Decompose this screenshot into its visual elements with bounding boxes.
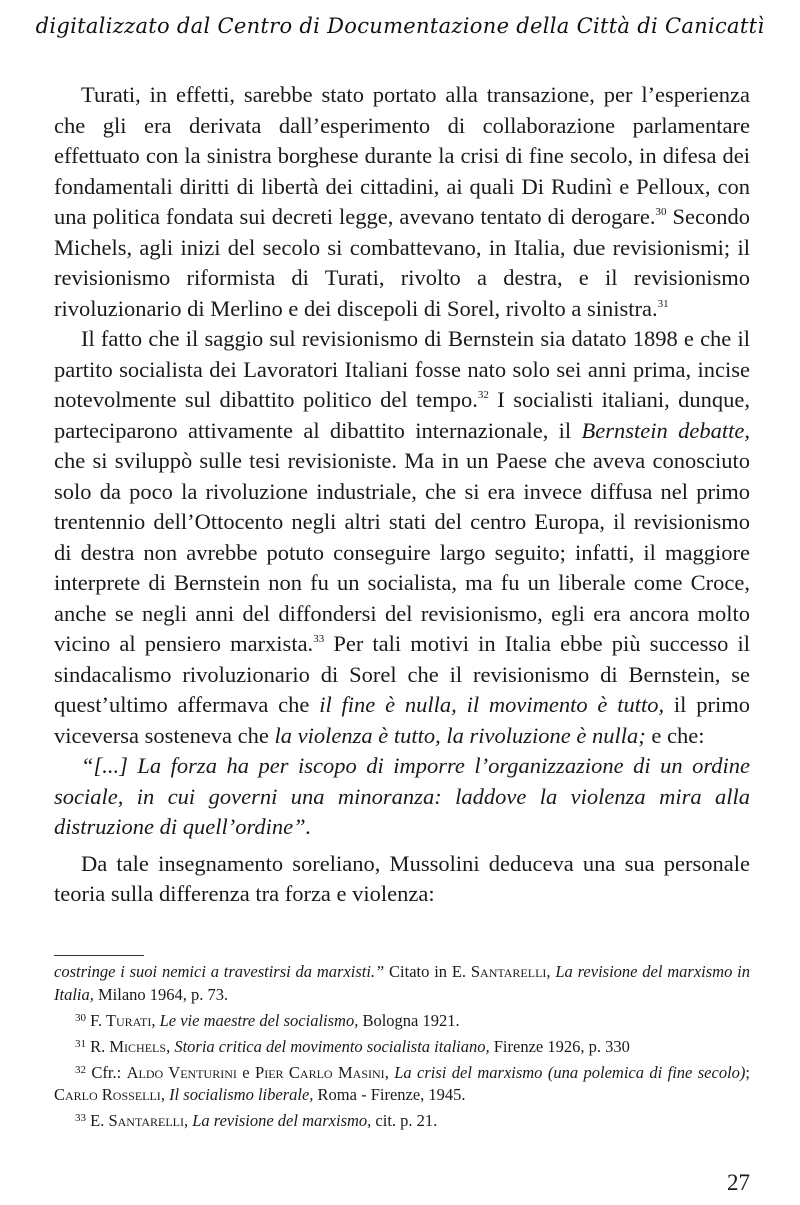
footnote-author: Aldo Venturini xyxy=(126,1062,237,1082)
paragraph-text: Turati, in effetti, sarebbe stato portato alla transazione, per l’esperienza che gli era derivata dall’esperimento di collaborazione parlamentare effettuato con la sinistra borghese durante la crisi di fine secolo, in difesa dei fondamentali diritti di libertà dei cittadini, ai quali Di Rudinì e Pelloux, con una politica fondata sui decreti legge, avevano tentato di derogare. xyxy=(54,82,750,229)
footnote-title: La crisi del marxismo (una polemica di fine secolo) xyxy=(394,1062,746,1082)
footnote-author: E. Santarelli xyxy=(86,1111,184,1130)
footnote-text: , xyxy=(166,1036,175,1056)
footnote-text: Milano 1964, p. 73. xyxy=(93,984,229,1004)
footnote-text: , xyxy=(151,1010,160,1030)
footnote-text: , xyxy=(160,1085,170,1104)
footnote-33 xyxy=(54,1110,750,1133)
digitization-watermark: digitalizzato dal Centro di Documentazione della Città di Canicattì xyxy=(35,14,765,38)
footnote-ref-31: 31 xyxy=(657,297,669,310)
paragraph-3: Da tale insegnamento soreliano, Mussolini deduceva una sua personale teoria sulla differenza tra forza e violenza: xyxy=(54,850,750,906)
footnote-text: Bologna 1921. xyxy=(358,1010,460,1030)
footnote-text: Cfr.: xyxy=(86,1062,127,1082)
footnote-title: Storia critica del movimento socialista italiano, xyxy=(174,1036,490,1056)
footnotes xyxy=(54,961,750,1136)
footnote-title: La revisione del marxismo, xyxy=(192,1111,372,1130)
block-quote: “[...] La forza ha per iscopo di imporre l’organizzazione di un ordine sociale, in cui governi una minoranza: laddove la violenza mira alla distruzione di quell’ordine”. xyxy=(54,753,750,839)
paragraph-text: Per tali motivi in Italia ebbe più successo il sindacalismo rivoluzionario di Sorel che il revisionismo di Bernstein, se quest’ultimo affermava che xyxy=(54,631,750,717)
footnote-continuation xyxy=(54,961,750,1006)
footnote-text: , xyxy=(384,1062,395,1082)
footnote-30 xyxy=(54,1010,750,1033)
footnote-text: Firenze 1926, p. 330 xyxy=(489,1036,630,1056)
footnote-ref-30: 30 xyxy=(655,206,667,218)
italic-phrase: la violenza è tutto, la rivoluzione è nulla; xyxy=(274,722,646,748)
footnote-31 xyxy=(54,1036,750,1059)
footnote-text: , xyxy=(184,1111,193,1130)
footnote-title: Le vie maestre del socialismo, xyxy=(159,1010,359,1030)
paragraph-1 xyxy=(54,80,750,324)
footnote-author: R. Michels xyxy=(86,1036,167,1056)
italic-phrase: il fine è nulla, il movimento è tutto, xyxy=(319,692,665,717)
footnote-text: ; xyxy=(745,1062,751,1082)
footnote-ref-33: 33 xyxy=(313,633,325,645)
paragraph-text: e che: xyxy=(645,722,705,748)
footnote-number: 33 xyxy=(75,1112,86,1124)
paragraph-text: il primo viceversa sosteneva che xyxy=(54,692,750,748)
paragraph-text: Secondo Michels, agli inizi del secolo si combattevano, in Italia, due revisionismi; il revisionismo riformista di Turati, rivolto a destra, e il revisionismo rivoluzionario di Merlino e dei discepoli di Sorel, rivolto a sinistra. xyxy=(54,204,750,321)
italic-phrase: Bernstein debatte, xyxy=(581,417,750,443)
footnote-number: 31 xyxy=(75,1037,86,1050)
footnote-text: Citato in E. xyxy=(384,962,471,981)
footnote-author: Pier Carlo Masini xyxy=(255,1062,385,1082)
footnote-text: cit. p. 21. xyxy=(371,1111,438,1130)
footnote-ref-32: 32 xyxy=(477,389,489,401)
footnote-author: F. Turati xyxy=(86,1010,152,1030)
footnote-author: Carlo Rosselli xyxy=(54,1085,161,1104)
page-body-text xyxy=(54,80,750,910)
footnote-text: , xyxy=(546,962,556,981)
page-number: 27 xyxy=(727,1170,750,1195)
footnote-title: Il socialismo liberale, xyxy=(169,1085,314,1104)
paragraph-text: Il fatto che il saggio sul revisionismo di Bernstein sia datato 1898 e che il partito socialista dei Lavoratori Italiani fosse nato solo sei anni prima, incise notevolmente sul dibattito politico del tempo. xyxy=(54,326,750,412)
footnote-title: La revisione del marxismo in Italia, xyxy=(54,962,751,1004)
footnote-italic: costringe i suoi nemici a travestirsi da marxisti.” xyxy=(54,962,385,981)
footnote-separator xyxy=(54,955,144,956)
footnote-32 xyxy=(54,1062,750,1107)
footnote-number: 30 xyxy=(75,1011,86,1024)
footnote-author: Santarelli xyxy=(470,962,547,981)
footnote-text: e xyxy=(236,1062,256,1082)
footnote-number: 32 xyxy=(75,1063,86,1076)
paragraph-2 xyxy=(54,324,750,751)
paragraph-text: che si sviluppò sulle tesi revisioniste. Ma in un Paese che aveva conosciuto solo da poco la rivoluzione industriale, che si era invece diffusa nel primo trentennio dell’Ottocento negli altri stati del centro Europa, il revisionismo di destra non avrebbe potuto conseguire largo seguito; infatti, il maggiore interprete di Bernstein non fu un socialista, ma fu un liberale come Croce, anche se negli anni del diffondersi del revisionismo, egli era ancora molto vicino al pensiero marxista. xyxy=(54,448,750,656)
footnote-text: Roma - Firenze, 1945. xyxy=(313,1085,466,1104)
paragraph-text: I socialisti italiani, dunque, parteciparono attivamente al dibattito internazionale, il xyxy=(54,387,751,443)
